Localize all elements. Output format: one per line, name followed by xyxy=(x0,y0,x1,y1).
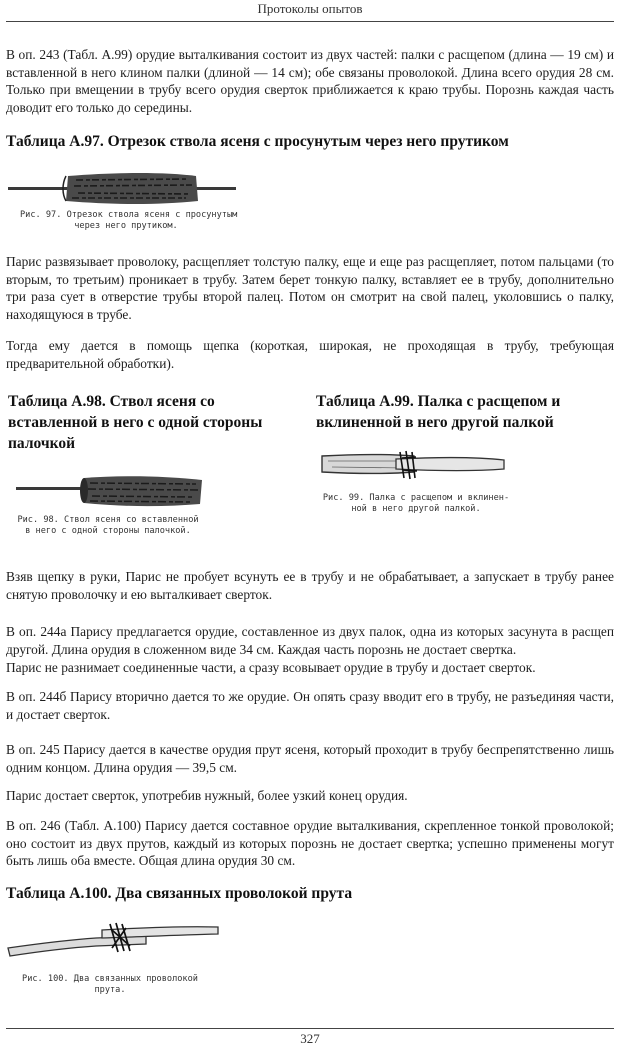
table-a98-title xyxy=(8,391,298,454)
paragraph-op-244b: В оп. 244б Парису вторично дается то же орудие. Он опять сразу вводит его в трубу, не разъединяя части, и достает сверток. xyxy=(6,689,614,722)
figure-98-image xyxy=(14,474,204,512)
paragraph-chip-given: Тогда ему дается в помощь щепка (короткая, широкая, не проходящая в трубу, требующая предварительной обработки). xyxy=(6,338,614,371)
figure-98-caption-line-2: в него с одной стороны палочкой. xyxy=(25,526,191,536)
figure-99-image xyxy=(318,448,508,484)
figure-97-caption xyxy=(20,210,238,232)
paragraph-not-separated: Парис не разнимает соединенные части, а сразу всовывает орудие в трубу и достает сверток. xyxy=(6,660,536,675)
table-a98-title-line-3: палочкой xyxy=(8,435,76,452)
table-a100-title: Таблица А.100. Два связанных проволокой прута xyxy=(6,885,353,902)
ash-trunk-segment-shape xyxy=(66,173,198,204)
figure-98-caption-line-1: Рис. 98. Ствол ясеня со вставленной xyxy=(17,515,199,525)
table-a98-title-line-1: Таблица А.98. Ствол ясеня со xyxy=(8,393,215,410)
figure-97-caption-line-1: Рис. 97. Отрезок ствола ясеня с просунутым xyxy=(20,210,238,220)
trunk-end-face-shape xyxy=(80,478,88,503)
footer-divider xyxy=(6,1028,614,1029)
paragraph-op-244a: В оп. 244а Парису предлагается орудие, составленное из двух палок, одна из которых засунута в расщеп другой. Длина орудия в сложенном виде 34 см. Каждая часть порознь не достает свертка. xyxy=(6,624,614,657)
table-a99-title-line-1: Таблица А.99. Палка с расщепом и xyxy=(316,393,561,410)
paragraph-paris-unties: Парис развязывает проволоку, расщепляет толстую палку, еще и еще раз расщепляет, потом пальцами (то вторым, то третьим) проникает в трубу. Затем берет тонкую палку, вставляет ее в трубу, дополнительно три раза сует в отверстие трубы второй палец. Потом он смотрит на свой палец, уколовшись о палку, находящуюся в трубе. xyxy=(6,254,614,322)
paragraph-op-245: В оп. 245 Парису дается в качестве орудия прут ясеня, который проходит в трубу беспрепятственно лишь одним концом. Длина орудия — 39,5 см. xyxy=(6,742,614,775)
first-rod-shape xyxy=(8,936,146,956)
table-a97-title: Таблица А.97. Отрезок ствола ясеня с просунутым через него прутиком xyxy=(6,133,509,150)
running-header: Протоколы опытов xyxy=(257,1,363,16)
paragraph-op-246: В оп. 246 (Табл. А.100) Парису дается составное орудие выталкивания, скрепленное тонкой проволокой; оно состоит из двух прутов, каждый из которых порознь не достает свертка; успешно применены могут быть лишь оба вместе. Общая длина орудия 30 см. xyxy=(6,818,614,869)
paragraph-narrow-end: Парис достает сверток, употребив нужный, более узкий конец орудия. xyxy=(6,788,408,803)
figure-100-image xyxy=(6,918,226,964)
figure-99-caption-line-1: Рис. 99. Палка с расщепом и вклинен- xyxy=(322,493,510,503)
figure-100-caption xyxy=(10,974,210,996)
table-a99-title-line-2: вклиненной в него другой палкой xyxy=(316,414,554,431)
header-divider xyxy=(6,21,614,22)
figure-97-caption-line-2: через него прутиком. xyxy=(74,221,178,231)
figure-99-caption-line-2: ной в него другой палкой. xyxy=(351,504,481,514)
page-number: 327 xyxy=(300,1031,320,1046)
figure-98-caption xyxy=(8,515,208,537)
paragraph-op-243: В оп. 243 (Табл. А.99) орудие выталкивания состоит из двух частей: палки с расщепом (длина — 19 см) и вставленной в него клином палки (длиной — 14 см); обе связаны проволокой. Длина всего орудия 28 см. Только при вмещении в трубу всего орудия сверток приближается к краю трубы. Порознь каждая часть доводит его только до середины. xyxy=(6,47,614,115)
figure-97-image xyxy=(6,166,246,214)
figure-99-caption xyxy=(316,493,516,515)
paragraph-takes-chip: Взяв щепку в руки, Парис не пробует всунуть ее в трубу и не обрабатывает, а запускает в трубу ранее снятую проволочку и ею выталкивает сверток. xyxy=(6,569,614,602)
figure-100-caption-line-1: Рис. 100. Два связанных проволокой xyxy=(22,974,198,984)
table-a98-title-line-2: вставленной в него с одной стороны xyxy=(8,414,263,431)
table-a99-title xyxy=(316,391,616,433)
figure-100-caption-line-2: прута. xyxy=(94,985,126,995)
